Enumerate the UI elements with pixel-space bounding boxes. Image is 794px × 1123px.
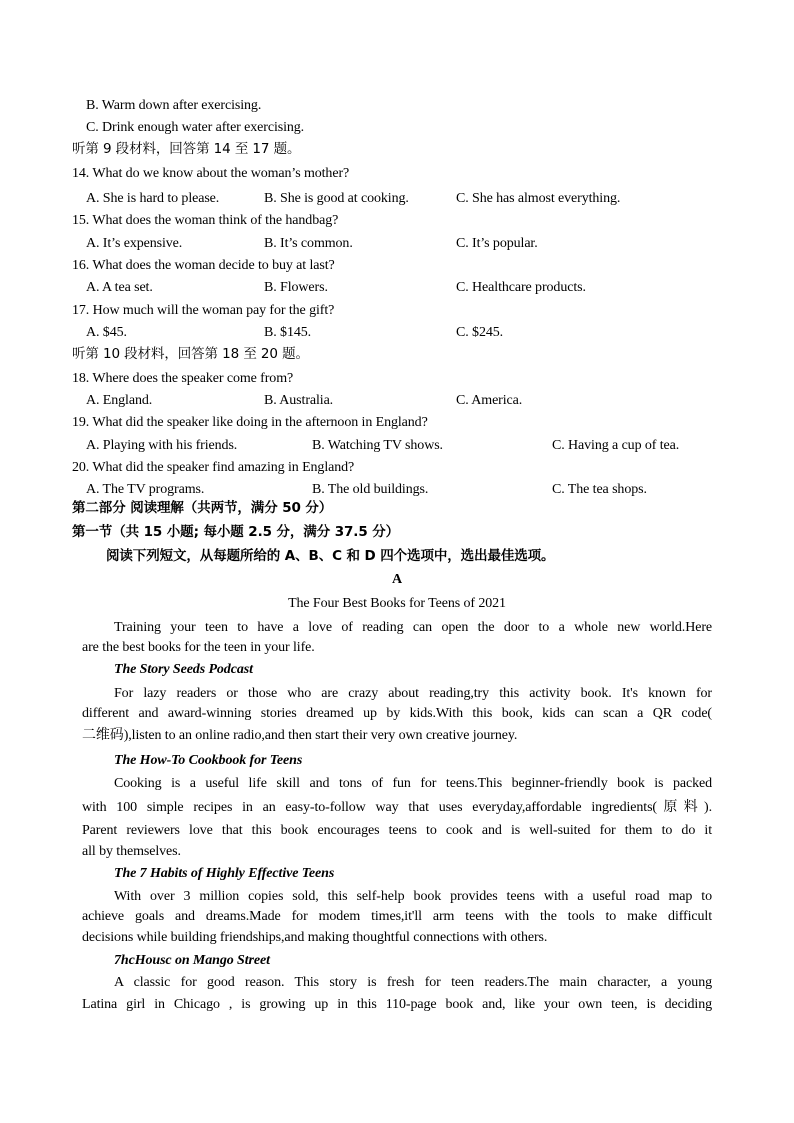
option-a: A. She is hard to please. [86,191,220,206]
option-b: B. It’s common. [264,236,353,251]
option-b: B. Watching TV shows. [312,438,443,453]
option-c: C. America. [456,393,523,408]
option-a: A. The TV programs. [86,482,205,497]
paragraph-line: are the best books for the teen in your life. [82,640,315,655]
paragraph-line: Latina girl in Chicago , is growing up in this 110-page book and, like your own teen, is deciding [82,997,712,1012]
section-instruction: 听第 10 段材料，回答第 18 至 20 题。 [72,346,309,362]
option-c: C. She has almost everything. [456,191,621,206]
section-instruction: 听第 9 段材料，回答第 14 至 17 题。 [72,141,301,157]
paragraph-line: Parent reviewers love that this book encourages teens to cook and is well-suited for them to do it [82,823,712,838]
passage-letter: A [391,572,402,587]
paragraph-line: with 100 simple recipes in an easy-to-follow way that uses everyday,affordable ingredients(原料). [82,800,712,815]
option-a: A. $45. [86,325,127,340]
option-line: B. Warm down after exercising. [86,98,262,113]
option-a: A. Playing with his friends. [86,438,238,453]
question-20: 20. What did the speaker find amazing in England? [72,460,355,475]
paragraph-line: With over 3 million copies sold, this self-help book provides teens with a useful road map to [114,889,712,904]
part-title: 第二部分 阅读理解（共两节，满分 50 分） [72,500,333,516]
paragraph-line: achieve goals and dreams.Made for modem times,it'll arm teens with the tools to make difficult [82,909,712,924]
option-a: A. England. [86,393,153,408]
option-c: C. Having a cup of tea. [552,438,680,453]
paragraph-line: A classic for good reason. This story is fresh for teen readers.The main character, a young [114,975,712,990]
option-a: A. A tea set. [86,280,153,295]
paragraph-line: 二维码),listen to an online radio,and then start their very own creative journey. [82,728,518,743]
option-b: B. The old buildings. [312,482,429,497]
option-b: B. Australia. [264,393,334,408]
option-c: C. It’s popular. [456,236,538,251]
paragraph-line: Training your teen to have a love of reading can open the door to a whole new world.Here [114,620,712,635]
question-19: 19. What did the speaker like doing in the afternoon in England? [72,415,428,430]
book-title: 7hcHousc on Mango Street [114,953,270,968]
question-17: 17. How much will the woman pay for the gift? [72,303,335,318]
question-15: 15. What does the woman think of the handbag? [72,213,339,228]
question-18: 18. Where does the speaker come from? [72,371,294,386]
question-14: 14. What do we know about the woman’s mother? [72,166,350,181]
option-b: B. $145. [264,325,312,340]
book-title: The Story Seeds Podcast [114,662,253,677]
paragraph-line: all by themselves. [82,844,181,859]
option-c: C. $245. [456,325,504,340]
question-16: 16. What does the woman decide to buy at last? [72,258,335,273]
option-b: B. She is good at cooking. [264,191,409,206]
option-b: B. Flowers. [264,280,328,295]
paragraph-line: different and award-winning stories dreamed up by kids.With this book, kids can scan a QR code( [82,706,712,721]
book-title: The 7 Habits of Highly Effective Teens [114,866,335,881]
option-line: C. Drink enough water after exercising. [86,120,305,135]
paragraph-line: decisions while building friendships,and making thoughtful connections with others. [82,930,548,945]
section-title: 第一节（共 15 小题; 每小题 2.5 分，满分 37.5 分） [72,524,400,540]
paragraph-line: Cooking is a useful life skill and tons of fun for teens.This beginner-friendly book is packed [114,776,712,791]
passage-title: The Four Best Books for Teens of 2021 [288,596,506,611]
option-a: A. It’s expensive. [86,236,183,251]
book-title: The How-To Cookbook for Teens [114,753,303,768]
paragraph-line: For lazy readers or those who are crazy about reading,try this activity book. It's known for [114,686,712,701]
option-c: C. The tea shops. [552,482,647,497]
option-c: C. Healthcare products. [456,280,586,295]
reading-instruction: 阅读下列短文，从每题所给的 A、B、C 和 D 四个选项中，选出最佳选项。 [106,548,555,564]
